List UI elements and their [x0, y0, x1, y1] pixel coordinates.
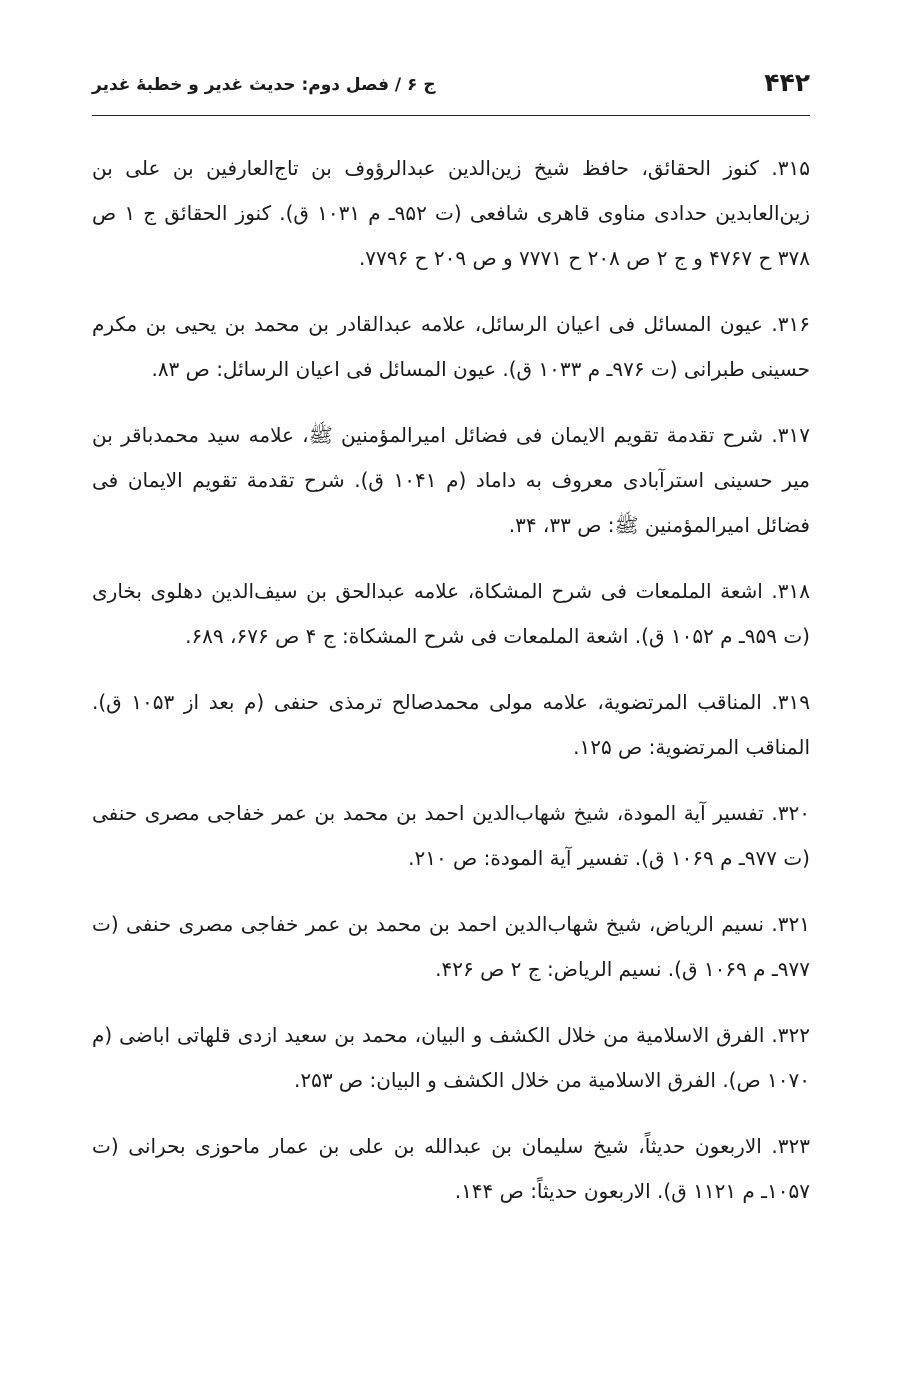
- running-head: ج ۶ / فصل دوم: حدیث غدیر و خطبهٔ غدیر: [92, 75, 436, 95]
- bibliography-entry-320: ۳۲۰. تفسیر آیة المودة، شیخ شهاب‌الدین احمد بن محمد بن عمر خفاجی مصری حنفی (ت ۹۷۷ـ م ۱۰۶۹ ق). تفسیر آیة المودة: ص ۲۱۰.: [92, 801, 810, 870]
- bibliography-entry-323: ۳۲۳. الاربعون حدیثاً، شیخ سلیمان بن عبدالله بن علی بن عمار ماحوزی بحرانی (ت ۱۰۵۷ـ م ۱۱۲۱ ق). الاربعون حدیثاً: ص ۱۴۴.: [92, 1134, 810, 1203]
- bibliography-entry-322: ۳۲۲. الفرق الاسلامیة من خلال الکشف و البیان، محمد بن سعید ازدی قلهاتی اباضی (م ۱۰۷۰ ص). الفرق الاسلامیة من خلال الکشف و البیان: ص ۲۵۳.: [92, 1023, 810, 1092]
- header-rule: [92, 115, 810, 116]
- bibliography-entry-317: ۳۱۷. شرح تقدمة تقویم الایمان فی فضائل امیرالمؤمنین ﷺ، علامه سید محمدباقر بن میر حسینی استرآبادی معروف به داماد (م ۱۰۴۱ ق). شرح تقدمة تقویم الایمان فی فضائل امیرالمؤمنین ﷺ: ص ۳۳، ۳۴.: [92, 423, 810, 537]
- bibliography-entry-318: ۳۱۸. اشعة الملمعات فی شرح المشکاة، علامه عبدالحق بن سیف‌الدین دهلوی بخاری (ت ۹۵۹ـ م ۱۰۵۲ ق). اشعة الملمعات فی شرح المشکاة: ج ۴ ص ۶۷۶، ۶۸۹.: [92, 579, 810, 648]
- bibliography-entry-319: ۳۱۹. المناقب المرتضویة، علامه مولی محمدصالح ترمذی حنفی (م بعد از ۱۰۵۳ ق). المناقب المرتضویة: ص ۱۲۵.: [92, 690, 810, 759]
- page-header: [92, 66, 810, 106]
- bibliography-entry-316: ۳۱۶. عیون المسائل فی اعیان الرسائل، علامه عبدالقادر بن محمد بن یحیی بن مکرم حسینی طبرانی (ت ۹۷۶ـ م ۱۰۳۳ ق). عیون المسائل فی اعیان الرسائل: ص ۸۳.: [92, 312, 810, 381]
- page-number: ۴۴۲: [764, 68, 810, 97]
- bibliography-entry-315: ۳۱۵. کنوز الحقائق، حافظ شیخ زین‌الدین عبدالرؤوف بن تاج‌العارفین بن علی بن زین‌العابدین حدادی مناوی قاهری شافعی (ت ۹۵۲ـ م ۱۰۳۱ ق). کنوز الحقائق ج ۱ ص ۳۷۸ ح ۴۷۶۷ و ج ۲ ص ۲۰۸ ح ۷۷۷۱ و ص ۲۰۹ ح ۷۷۹۶.: [92, 156, 810, 270]
- bibliography-entry-321: ۳۲۱. نسیم الریاض، شیخ شهاب‌الدین احمد بن محمد بن عمر خفاجی مصری حنفی (ت ۹۷۷ـ م ۱۰۶۹ ق). نسیم الریاض: ج ۲ ص ۴۲۶.: [92, 912, 810, 981]
- bibliography-list: [92, 146, 810, 1235]
